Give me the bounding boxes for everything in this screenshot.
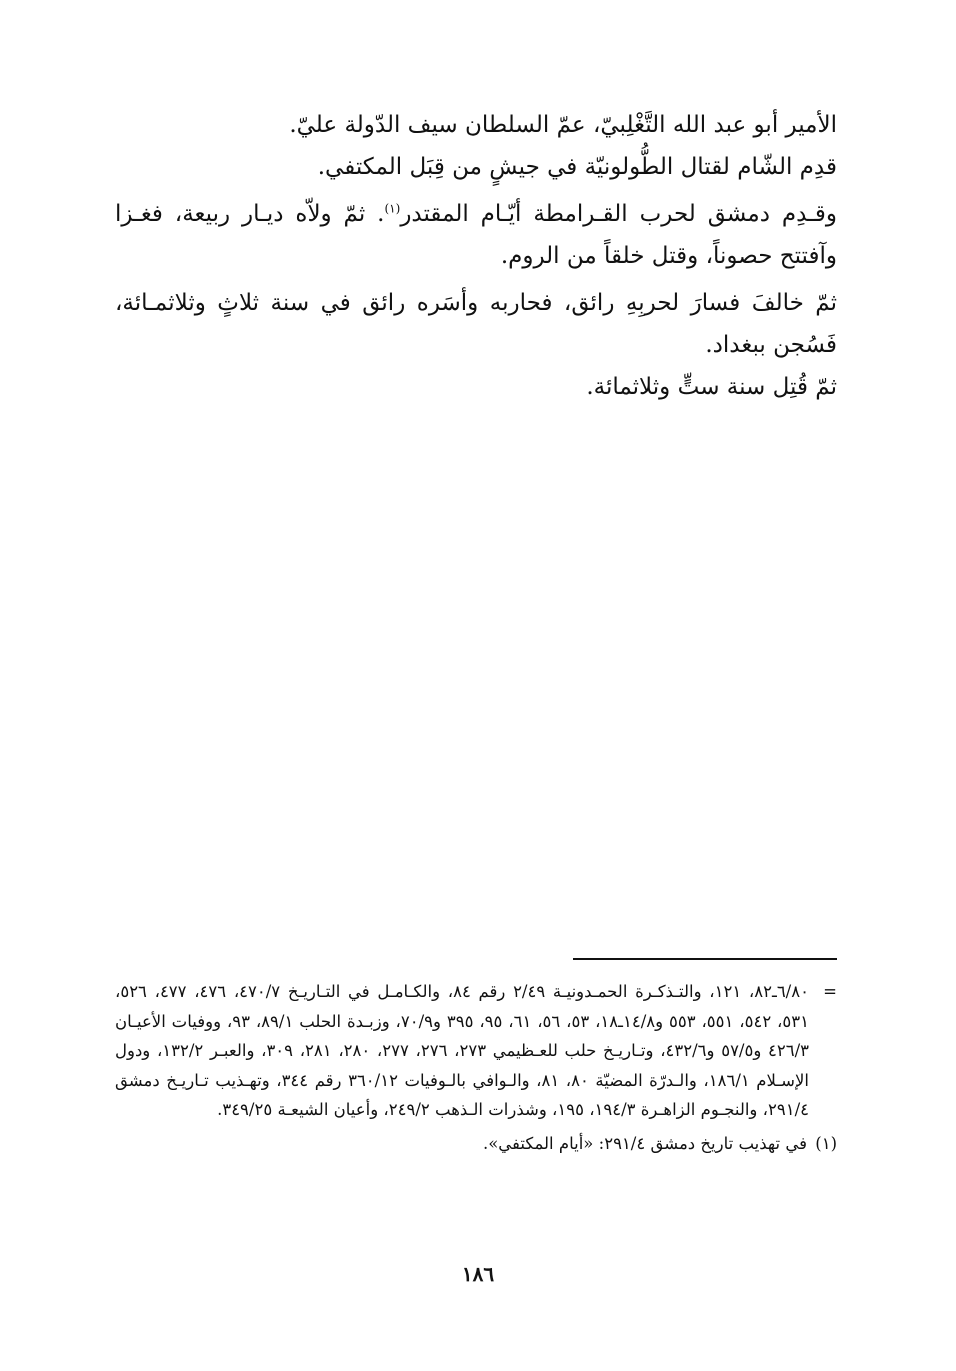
paragraph: ثمّ خالفَ فسارَ لحربِهِ رائق، فحاربه وأسَره رائق في سنة ثلاثٍ وثلاثمـائة، فَسُجن ببغداد. — [115, 290, 837, 358]
footnote-number: (١) — [815, 1133, 837, 1153]
paragraph: ثمّ قُتِل سنة ستٍّ وثلاثمائة. — [586, 374, 837, 400]
text-line: قدِم الشّام لقتال الطُّولونيّة في جيشٍ من قِبَل المكتفي. — [317, 154, 837, 180]
page-number: ١٨٦ — [461, 1262, 495, 1286]
main-text — [115, 104, 837, 408]
footnote-text: في تهذيب تاريخ دمشق ٢٩١/٤: «أيام المكتفي». — [482, 1133, 807, 1153]
footnote-continuation — [115, 977, 837, 1125]
footnote-item — [115, 1129, 837, 1159]
footnote-reference[interactable]: (١) — [384, 201, 401, 216]
continuation-mark: = — [823, 982, 837, 1001]
paragraph — [115, 193, 837, 277]
footnotes — [115, 977, 837, 1158]
text-line: الأمير أبو عبد الله التَّغْلِبيّ، عمّ السلطان سيف الدّولة عليّ. — [289, 112, 837, 138]
footnote-separator — [573, 958, 837, 960]
paragraph-text: . ثمّ ولاّه ديـار ربيعة، فغـزا وآفتتح حصوناً، وقتل خلقاً من الروم. — [115, 201, 837, 269]
paragraph-text: وقـدِم دمشق لحرب القـرامطة أيّـام المقتدر — [400, 201, 837, 227]
footnote-text: ٦/٨٠ـ٨٢، ١٢١، والتـذكـرة الحمـدونيـة ٢/٤٩ رقم ٨٤، والكـامـل في التـاريـخ ٤٧٠/٧، ٤٧٦، ٤٧٧، ٥٢٦، ٥٣١، ٥٤٢، ٥٥١، ٥٥٣ و١٤/٨ـ١٨، ٥٣، ٥٦، ٦١، ٩٥، ٣٩٥ و٧٠/٩، وزبـدة الحلب ٨٩/١، ٩٣، ووفيات الأعيـان ٤٢٦/٣ و٥٧/٥ و٤٣٢/٦، وتـاريـخ حلب للعـظيمي ٢٧٣، ٢٧٦، ٢٧٧، ٢٨٠، ٢٨١، ٣٠٩، والعبـر ١٣٢/٢، ودول الإسـلام ١٨٦/١، والـدرّة المضيّة ٨٠، ٨١، والـوافي بالـوفيات ٣٦٠/١٢ رقم ٣٤٤، وتهـذيب تـاريـخ دمشق ٢٩١/٤، والنجـوم الزاهـرة ١٩٤/٣، ١٩٥، وشذرات الـذهب ٢٤٩/٢، وأعيان الشيعـة ٣٤٩/٢٥. — [115, 982, 810, 1119]
